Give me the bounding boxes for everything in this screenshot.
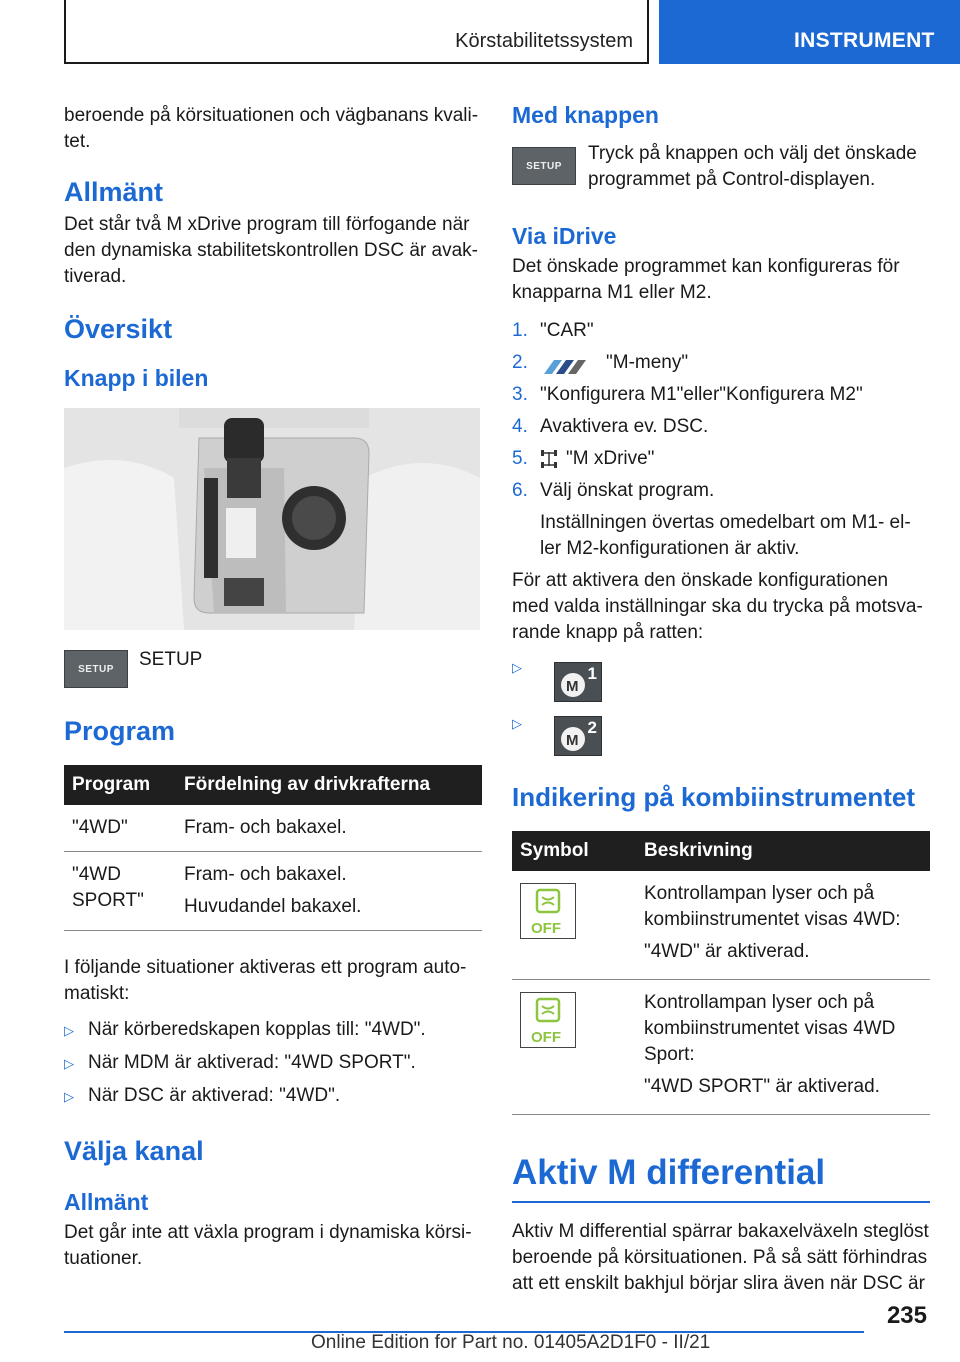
med-knappen-row <box>512 141 930 193</box>
auto-text: I följande situationer aktiveras ett program auto-matiskt: <box>64 957 467 1004</box>
step-text: Välj önskat program. <box>540 480 715 501</box>
step-text: Avaktivera ev. DSC. <box>540 416 709 437</box>
heading-valja-kanal: Välja kanal <box>64 1136 204 1166</box>
list-item-text: När MDM är aktiverad: "4WD SPORT". <box>88 1052 416 1073</box>
m2-steering-button <box>554 716 602 756</box>
program-col-header: Program <box>64 765 176 805</box>
step-item <box>512 350 930 376</box>
step-item <box>512 446 930 472</box>
m-stripes-icon <box>540 356 596 370</box>
triangle-bullet-icon: ▷ <box>512 716 522 731</box>
step-text: "M-meny" <box>606 352 689 373</box>
svg-text:M: M <box>566 732 579 749</box>
distribution-line: Huvudandel bakaxel. <box>184 896 362 917</box>
setup-row <box>64 650 482 688</box>
console-illustration <box>64 408 480 630</box>
distribution-line: Fram- och bakaxel. <box>184 864 347 885</box>
xdrive-axle-icon <box>540 449 558 469</box>
step-number: 4. <box>512 416 528 437</box>
step-text: "CAR" <box>540 320 594 341</box>
description-line: "4WD SPORT" är aktiverad. <box>644 1076 880 1097</box>
description-cell <box>636 980 930 1115</box>
via-idrive-text: Det önskade programmet kan konfigureras för knapparna M1 eller M2. <box>512 256 900 303</box>
description-cell <box>636 871 930 980</box>
step-item <box>512 318 930 344</box>
triangle-bullet-icon: ▷ <box>64 1023 74 1038</box>
description-line: Kontrollampan lyser och på kombiinstrumentet visas 4WD: <box>644 883 901 930</box>
triangle-bullet-icon: ▷ <box>64 1056 74 1071</box>
description-col-header: Beskrivning <box>636 831 930 871</box>
heading-allmant: Allmänt <box>64 177 164 207</box>
distribution-cell <box>176 805 482 852</box>
lamp-off-text: OFF <box>531 920 561 937</box>
indicator-table <box>512 831 930 1115</box>
table-row <box>64 805 482 852</box>
heading-med-knappen: Med knappen <box>512 102 659 128</box>
description-line: "4WD" är aktiverad. <box>644 941 810 962</box>
m2-row <box>512 714 930 756</box>
left-column <box>64 100 482 1272</box>
m1-steering-button <box>554 662 602 702</box>
distribution-line: Fram- och bakaxel. <box>184 817 347 838</box>
center-console-photo <box>64 408 480 630</box>
header-section-box <box>64 0 649 64</box>
step-number: 2. <box>512 352 528 373</box>
step-item <box>512 414 930 440</box>
program-cell: "4WD SPORT" <box>64 852 176 931</box>
list-item <box>64 1083 482 1110</box>
table-row <box>64 852 482 931</box>
m1-label: 1 <box>587 664 597 683</box>
description-line: Kontrollampan lyser och på kombiinstrumentet visas 4WD Sport: <box>644 992 896 1065</box>
svg-text:M: M <box>566 678 579 695</box>
symbol-cell <box>512 871 636 980</box>
list-item <box>64 1050 482 1077</box>
step-number: 5. <box>512 448 528 469</box>
m2-label: 2 <box>587 718 597 737</box>
list-item-text: När körberedskapen kopplas till: "4WD". <box>88 1019 426 1040</box>
program-table <box>64 765 482 931</box>
symbol-cell <box>512 980 636 1115</box>
symbol-col-header: Symbol <box>512 831 636 871</box>
step-text: "M xDrive" <box>566 448 655 469</box>
table-row <box>512 871 930 980</box>
footer-edition: Online Edition for Part no. 01405A2D1F0 - II/21 <box>311 1332 711 1353</box>
setup-button-icon: SETUP <box>64 650 128 688</box>
heading-oversikt: Översikt <box>64 314 173 344</box>
aktiv-text: Aktiv M differential spärrar bakaxelväxeln steglöst beroende på körsituationen. På så sätt förhindras att ett enskilt bakhjul börjar slira även när DSC är <box>512 1221 929 1294</box>
step-item <box>512 478 930 504</box>
allmant2-text: Det går inte att växla program i dynamiska körsi-tuationer. <box>64 1222 472 1269</box>
list-item-text: När DSC är aktiverad: "4WD". <box>88 1085 341 1106</box>
triangle-bullet-icon: ▷ <box>64 1089 74 1104</box>
steps-list <box>512 318 930 562</box>
setup-button-icon: SETUP <box>512 147 576 185</box>
step6-note: Inställningen övertas omedelbart om M1- el-ler M2-konfigurationen är aktiv. <box>540 512 911 559</box>
triangle-bullet-icon: ▷ <box>512 660 522 675</box>
step-number: 1. <box>512 320 528 341</box>
setup-caption: SETUP <box>139 649 203 670</box>
distribution-col-header: Fördelning av drivkrafterna <box>176 765 482 805</box>
list-item <box>64 1017 482 1044</box>
allmant-text: Det står två M xDrive program till förfogande när den dynamiska stabilitetskontrollen DSC är avak-tiverad. <box>64 214 478 287</box>
heading-program: Program <box>64 716 176 746</box>
step-item <box>512 382 930 408</box>
heading-via-idrive: Via iDrive <box>512 223 617 249</box>
table-row <box>512 980 930 1115</box>
lamp-off-text: OFF <box>531 1029 561 1046</box>
heading-knapp-i-bilen: Knapp i bilen <box>64 365 209 391</box>
med-knappen-text: Tryck på knappen och välj det önskade programmet på Control-displayen. <box>588 143 917 190</box>
activate-text: För att aktivera den önskade konfigurationen med valda inställningar ska du trycka på motsva-rande knapp på ratten: <box>512 570 923 643</box>
intro-text: beroende på körsituationen och vägbanans kvali-tet. <box>64 105 479 152</box>
heading-indikering: Indikering på kombiinstrumentet <box>512 782 916 812</box>
distribution-cell <box>176 852 482 931</box>
program-cell: "4WD" <box>64 805 176 852</box>
page-number: 235 <box>886 1302 927 1329</box>
heading-allmant-2: Allmänt <box>64 1189 149 1215</box>
right-column <box>512 100 930 1297</box>
step-number: 6. <box>512 480 528 501</box>
4wd-sport-off-lamp-icon <box>520 992 576 1048</box>
m1-row <box>512 658 930 702</box>
heading-aktiv-m-differential: Aktiv M differential <box>512 1153 930 1203</box>
4wd-off-lamp-icon <box>520 883 576 939</box>
header-chapter-tab[interactable] <box>659 0 960 64</box>
header-section-title: Körstabilitetssystem <box>455 30 633 52</box>
step-number: 3. <box>512 384 528 405</box>
step-text: "Konfigurera M1"eller"Konfigurera M2" <box>540 384 863 405</box>
header-chapter-label: INSTRUMENT <box>794 29 935 52</box>
